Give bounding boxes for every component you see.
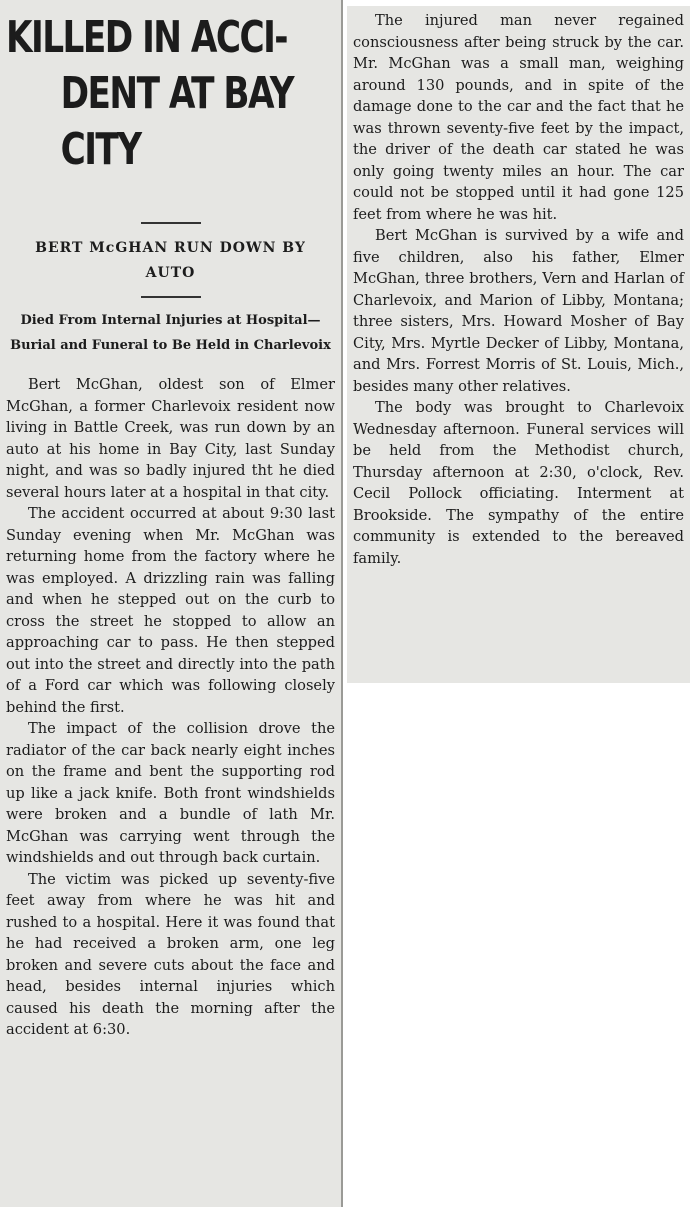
paragraph: The impact of the collision drove the radiator of the car back nearly eight inches on the frame and bent the supporting rod up like a jack knife. Both front windshields were broken and a bundle of lath Mr. McGhan was carrying went through the windshields and out through back curtain. <box>6 720 335 866</box>
paragraph: The accident occurred at about 9:30 last Sunday evening when Mr. McGhan was returning home from the factory where he was employed. A drizzling rain was falling and when he stepped out on the curb to cross the street he stopped to allow an approaching car to pass. He then stepped out into the street and directly into the path of a Ford car which was following closely behind the first. <box>6 505 335 716</box>
article-body-right <box>353 10 684 569</box>
paragraph: The victim was picked up seventy-five feet away from where he was hit and rushed to a hospital. Here it was found that he had received a broken arm, one leg broken and severe cuts about the face and head, besides internal injuries which caused his death the morning after the accident at 6:30. <box>6 870 335 1038</box>
paragraph: The body was brought to Charlevoix Wednesday afternoon. Funeral services will be held from the Methodist church, Thursday afternoon at 2:30, o'clock, Rev. Cecil Pollock officiating. Interment at Brookside. The sympathy of the entire community is extended to the bereaved family. <box>353 399 684 567</box>
paragraph: Bert McGhan, oldest son of Elmer McGhan, a former Charlevoix resident now living in Battle Creek, was run down by an auto at his home in Bay City, last Sunday night, and was so badly injured tht he died several hours later at a hospital in that city. <box>6 376 335 501</box>
divider-rule <box>141 222 201 224</box>
article-headline <box>6 10 334 178</box>
article-deck: Died From Internal Injuries at Hospital—Burial and Funeral to Be Held in Charlevoix <box>10 313 331 353</box>
divider-rule <box>141 296 201 298</box>
paragraph: The injured man never regained consciousness after being struck by the car. Mr. McGhan was a small man, weighing around 130 pounds, and in spite of the damage done to the car and the fact that he was thrown seventy-five feet by the impact, the driver of the death car stated he was only going twenty miles an hour. The car could not be stopped until it had gone 125 feet from where he was hit. <box>353 12 684 223</box>
article-column-right <box>347 6 690 683</box>
headline-line-1: KILLED IN ACCI- <box>6 12 287 63</box>
paragraph: Bert McGhan is survived by a wife and five children, also his father, Elmer McGhan, three brothers, Vern and Harlan of Charlevoix, and Marion of Libby, Montana; three sisters, Mrs. Howard Mosher of Bay City, Mrs. Myrtle Decker of Libby, Montana, and Mrs. Forrest Morris of St. Louis, Mich., besides many other relatives. <box>353 227 684 395</box>
headline-line-2: DENT AT BAY CITY <box>60 68 294 175</box>
column-divider <box>341 0 343 1207</box>
article-column-left <box>0 0 341 1207</box>
article-subhead: BERT McGHAN RUN DOWN BY AUTO <box>35 240 306 281</box>
article-body-left <box>6 374 335 1041</box>
